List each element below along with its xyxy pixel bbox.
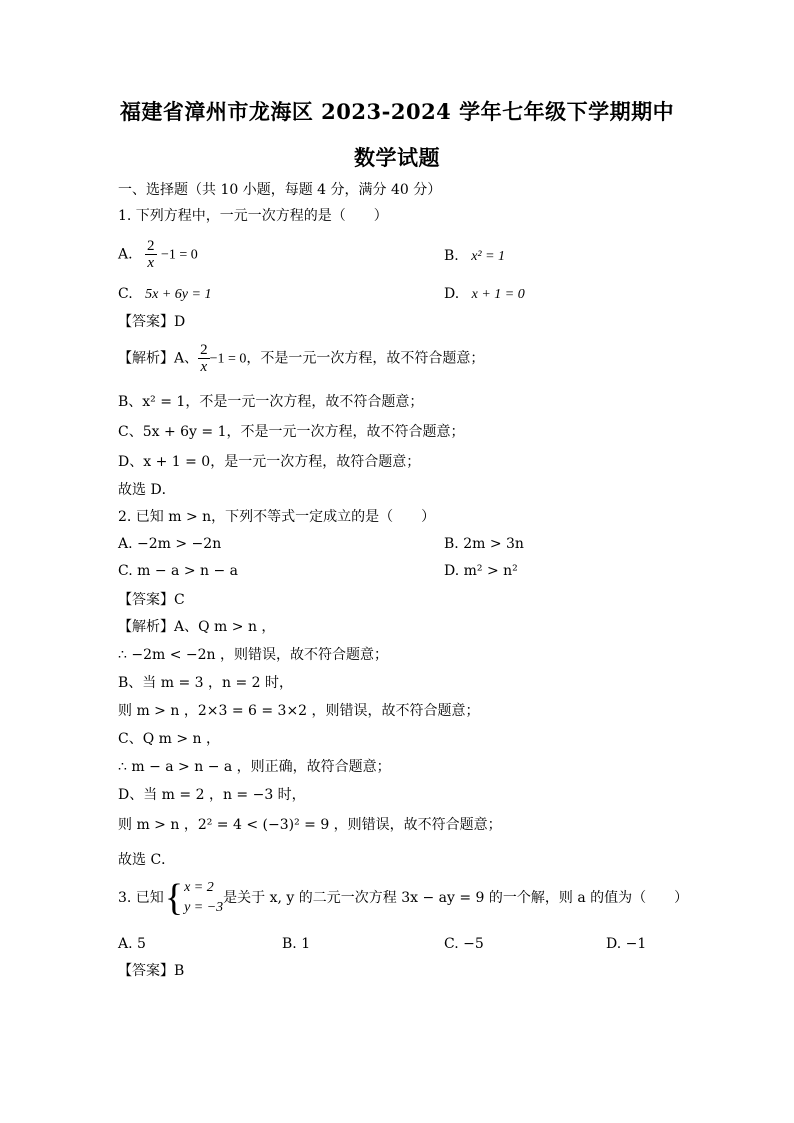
q1-option-a-denominator: x (147, 255, 155, 271)
q1-option-d-label: D. (444, 286, 460, 302)
q1-option-c-expr: 5x + 6y = 1 (145, 287, 212, 302)
q3-system (184, 878, 223, 918)
q2-analysis-8: 则 m > n ，2² = 4 < (−3)² = 9 ，则错误，故不符合题意； (118, 817, 502, 833)
q1-option-a-numerator: 2 (147, 238, 155, 254)
q2-analysis-4: 则 m > n ，2×3 = 6 = 3×2 ，则错误，故不符合题意； (118, 703, 480, 719)
q1-analysis-a-numerator: 2 (200, 342, 208, 358)
q1-stem: 1. 下列方程中，一元一次方程的是（ ） (118, 208, 388, 224)
q2-answer: 【答案】C (118, 592, 185, 608)
q1-analysis-b: B、x² = 1，不是一元一次方程，故不符合题意； (118, 394, 424, 410)
q1-option-b-label: B. (444, 248, 459, 264)
q1-option-b-expr: x² = 1 (471, 249, 506, 264)
q2-analysis-7: D、当 m = 2 ，n = −3 时， (118, 787, 306, 803)
q1-option-a-label: A. (118, 246, 133, 263)
q1-answer: 【答案】D (118, 314, 186, 330)
q1-analysis-a-fraction (198, 342, 210, 375)
q3-option-a: A. 5 (118, 936, 146, 952)
q2-analysis-5: C、Q m > n ， (118, 731, 221, 747)
title-line-1: 福建省漳州市龙海区 2023-2024 学年七年级下学期期中 (119, 99, 675, 124)
q3-option-c: C. −5 (444, 936, 484, 952)
q1-analysis-a (118, 342, 484, 375)
q2-analysis-1: 【解析】A、Q m > n ， (118, 619, 276, 635)
q2-option-c: C. m − a > n − a (118, 563, 238, 579)
q2-option-b: B. 2m > 3n (444, 536, 524, 552)
q1-option-a-rest: −1 = 0 (160, 247, 198, 263)
q2-analysis-3: B、当 m = 3 ，n = 2 时， (118, 675, 294, 691)
q1-option-a (118, 238, 198, 271)
q3-stem (118, 878, 688, 918)
q2-analysis-6: ∴ m − a > n − a ，则正确，故符合题意； (118, 759, 391, 775)
q1-analysis-a-denominator: x (200, 359, 208, 375)
q3-option-d: D. −1 (606, 936, 647, 952)
q1-analysis-a-rest: −1 = 0 (209, 351, 247, 367)
q2-analysis-2: ∴ −2m < −2n ，则错误，故不符合题意； (118, 647, 389, 663)
q3-option-b: B. 1 (282, 936, 311, 952)
q3-system-eq2: y = −3 (184, 900, 224, 915)
q1-option-d (444, 284, 525, 305)
q3-stem-pre: 3. 已知 (118, 890, 164, 906)
q3-answer: 【答案】B (118, 963, 185, 979)
q2-conclusion: 故选 C． (118, 852, 176, 868)
q3-brace: { (164, 877, 184, 919)
q3-system-eq1: x = 2 (184, 880, 214, 895)
q1-analysis-c: C、5x + 6y = 1，不是一元一次方程，故不符合题意； (118, 424, 465, 440)
title-line-2: 数学试题 (354, 145, 440, 170)
q2-stem: 2. 已知 m > n，下列不等式一定成立的是（ ） (118, 509, 436, 525)
section-heading: 一、选择题（共 10 小题，每题 4 分，满分 40 分） (118, 182, 442, 198)
q2-option-d: D. m² > n² (444, 563, 518, 579)
q1-option-a-fraction (145, 238, 157, 271)
q3-stem-post: 是关于 x, y 的二元一次方程 3x − ay = 9 的一个解，则 a 的值为（ ） (223, 890, 689, 906)
q1-option-b (444, 246, 505, 267)
q2-option-a: A. −2m > −2n (118, 536, 222, 552)
q1-option-d-expr: x + 1 = 0 (471, 287, 525, 302)
q1-conclusion: 故选 D． (118, 482, 176, 498)
q1-option-c (118, 284, 211, 305)
q1-option-c-label: C. (118, 286, 133, 302)
q1-analysis-a-text: ，不是一元一次方程，故不符合题意； (246, 350, 485, 367)
q1-analysis-d: D、x + 1 = 0，是一元一次方程，故符合题意； (118, 454, 421, 470)
q1-analysis-lead: 【解析】A、 (118, 350, 199, 367)
